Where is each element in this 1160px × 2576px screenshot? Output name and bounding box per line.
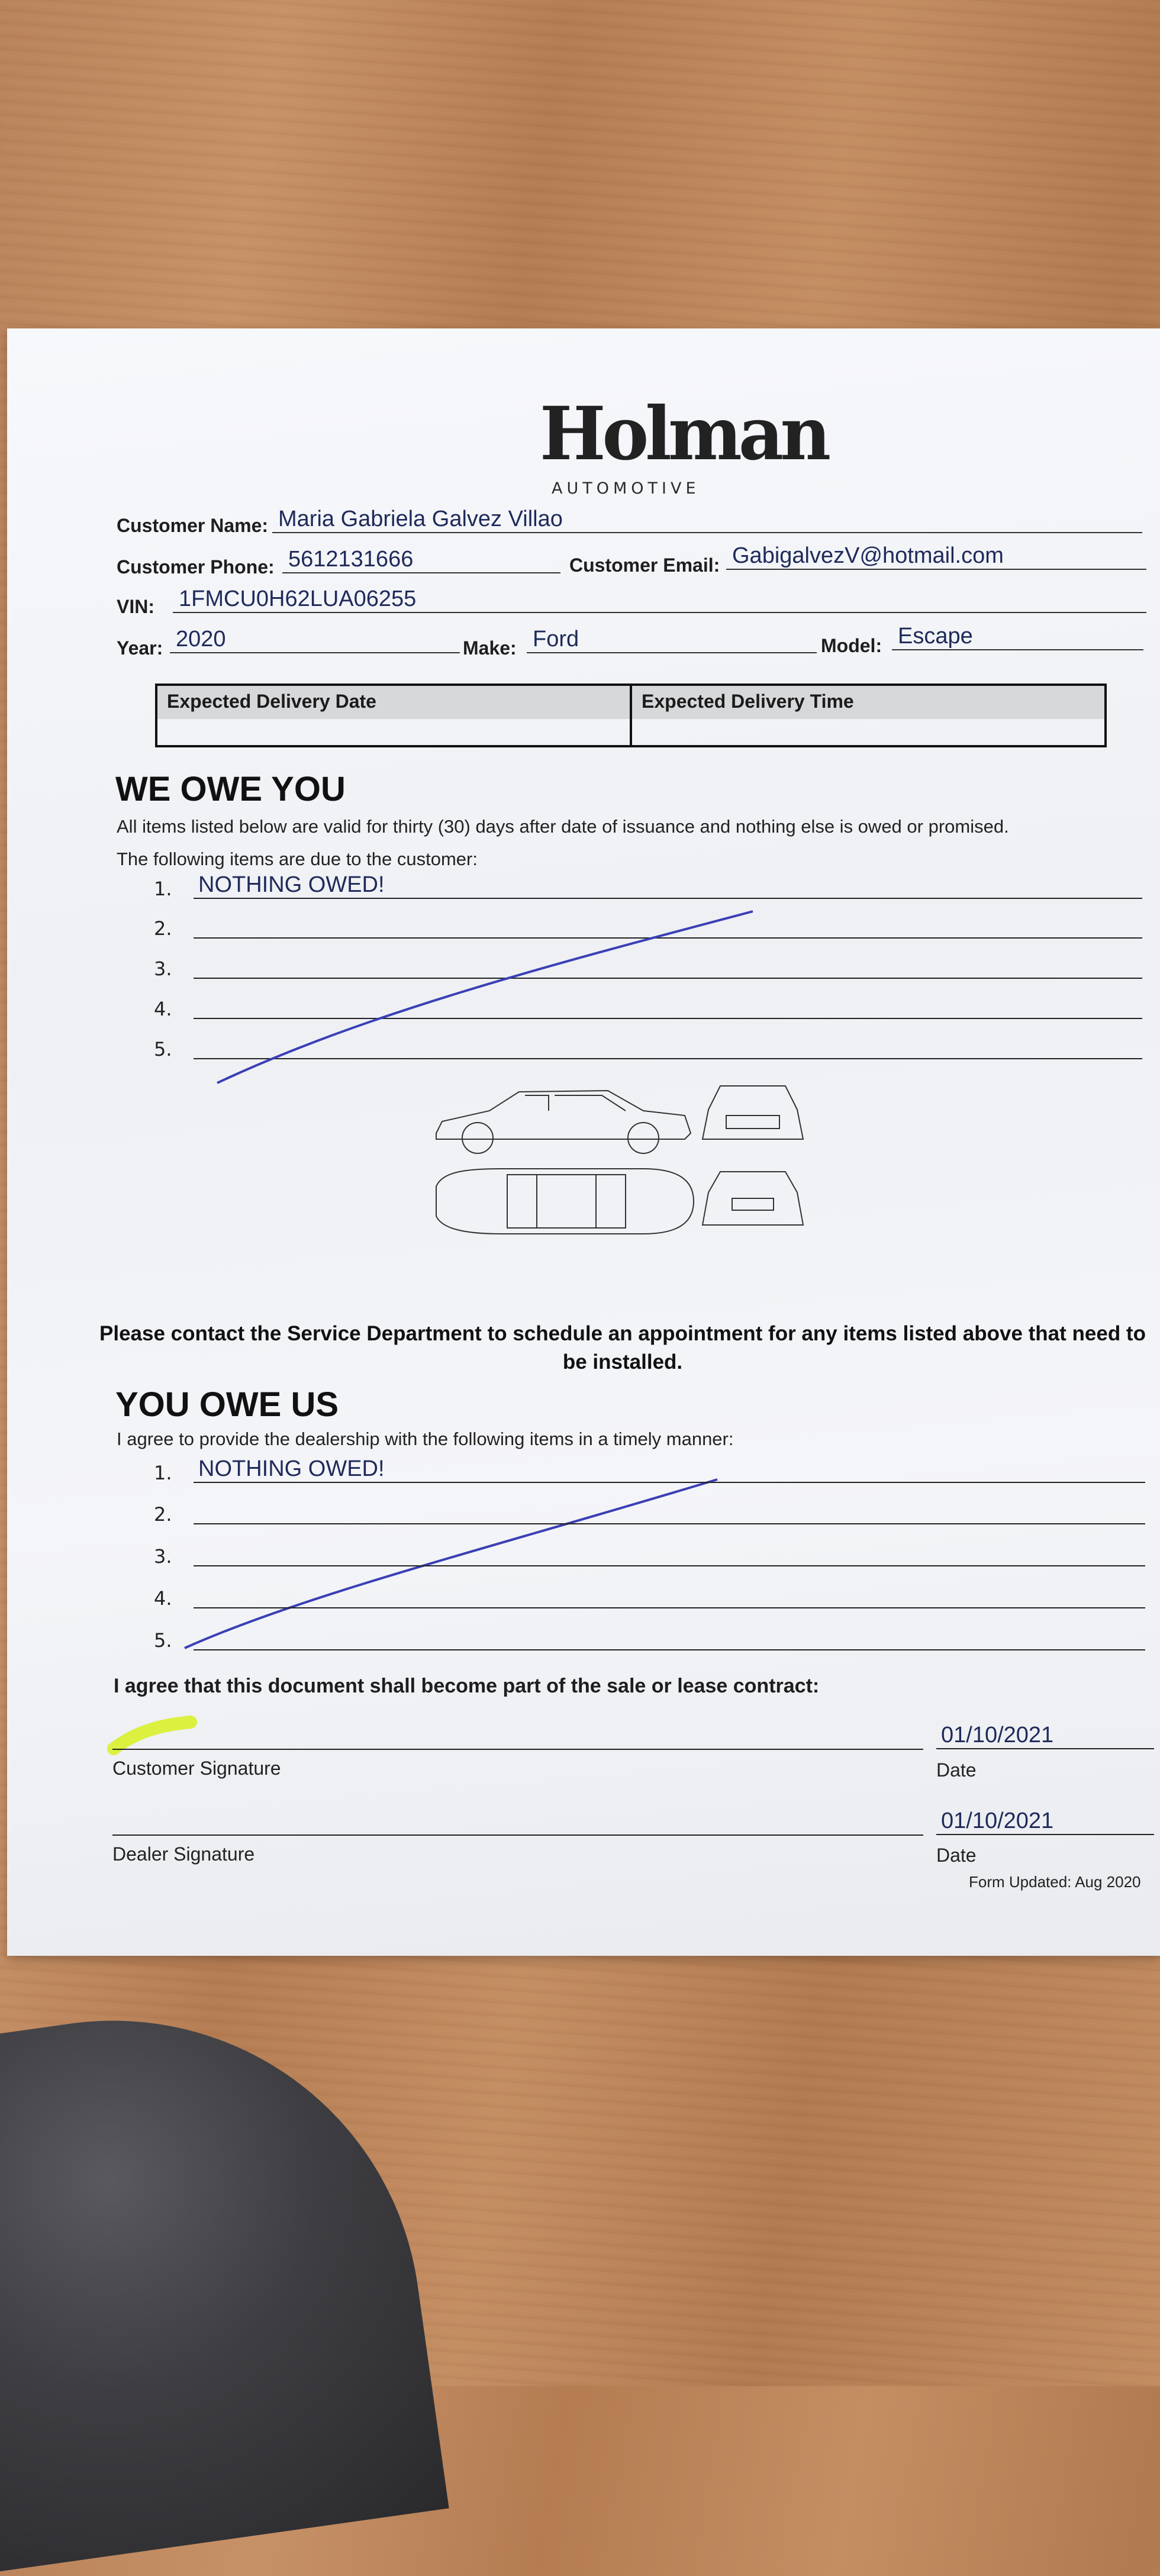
we-owe-item-1[interactable]: NOTHING OWED! — [194, 872, 1142, 899]
customer-date-label: Date — [936, 1759, 977, 1781]
we-owe-text-2: The following items are due to the customer: — [117, 849, 478, 869]
dealer-signature-line[interactable] — [112, 1835, 923, 1836]
holman-logo: Holman — [540, 390, 828, 477]
we-owe-text-1: All items listed below are valid for thirty (30) days after date of issuance and nothing else is owed or promised. — [117, 816, 1009, 837]
customer-email-label: Customer Email: — [569, 554, 720, 576]
you-owe-item-3[interactable] — [194, 1539, 1145, 1566]
dealer-date-field[interactable]: 01/10/2021 — [936, 1808, 1154, 1835]
highlighter-mark — [114, 1722, 191, 1749]
make-label: Make: — [463, 637, 517, 659]
customer-signature-line[interactable] — [112, 1749, 923, 1750]
we-owe-num-2: 2. — [154, 917, 172, 940]
you-owe-item-2[interactable] — [194, 1497, 1145, 1524]
make-field[interactable]: Ford — [527, 626, 817, 653]
delivery-date-header: Expected Delivery Date — [157, 686, 630, 719]
customer-phone-label: Customer Phone: — [117, 556, 275, 578]
we-owe-num-3: 3. — [154, 957, 172, 980]
you-owe-num-5: 5. — [154, 1629, 172, 1652]
form-paper — [7, 328, 1160, 1956]
you-owe-num-4: 4. — [154, 1587, 172, 1610]
customer-signature-label: Customer Signature — [112, 1758, 281, 1779]
you-owe-num-3: 3. — [154, 1545, 172, 1568]
you-owe-item-1[interactable]: NOTHING OWED! — [194, 1456, 1145, 1483]
customer-name-label: Customer Name: — [117, 515, 269, 536]
car-side-view — [436, 1091, 691, 1139]
year-label: Year: — [117, 637, 163, 659]
delivery-time-header: Expected Delivery Time — [632, 686, 1104, 719]
customer-phone-field[interactable]: 5612131666 — [282, 546, 560, 573]
car-front-view — [703, 1086, 803, 1139]
car-top-view — [436, 1169, 694, 1234]
customer-name-field[interactable]: Maria Gabriela Galvez Villao — [272, 506, 1142, 533]
year-field[interactable]: 2020 — [170, 626, 460, 653]
dealer-date-label: Date — [936, 1845, 977, 1866]
we-owe-heading: WE OWE YOU — [115, 770, 346, 808]
form-updated-footer: Form Updated: Aug 2020 — [969, 1873, 1141, 1891]
model-label: Model: — [821, 635, 882, 656]
model-field[interactable]: Escape — [892, 623, 1143, 650]
we-owe-strike — [217, 911, 753, 1083]
we-owe-num-1: 1. — [154, 878, 172, 900]
service-note: Please contact the Service Department to schedule an appointment for any items listed above that need to be installed. — [99, 1322, 1146, 1374]
vin-field[interactable]: 1FMCU0H62LUA06255 — [173, 586, 1146, 613]
you-owe-heading: YOU OWE US — [115, 1385, 339, 1424]
you-owe-text: I agree to provide the dealership with the following items in a timely manner: — [117, 1429, 734, 1449]
we-owe-num-5: 5. — [154, 1038, 172, 1060]
we-owe-num-4: 4. — [154, 998, 172, 1020]
logo-subtitle: AUTOMOTIVE — [552, 479, 700, 498]
you-owe-num-1: 1. — [154, 1462, 172, 1484]
vehicle-diagram — [430, 1074, 833, 1287]
agreement-text: I agree that this document shall become part of the sale or lease contract: — [114, 1675, 820, 1697]
customer-date-field[interactable]: 01/10/2021 — [936, 1722, 1154, 1749]
customer-email-field[interactable]: GabigalvezV@hotmail.com — [726, 543, 1146, 570]
you-owe-num-2: 2. — [154, 1503, 172, 1526]
vin-label: VIN: — [117, 596, 154, 617]
dealer-signature-label: Dealer Signature — [112, 1843, 255, 1865]
you-owe-item-4[interactable] — [194, 1581, 1145, 1608]
you-owe-item-5[interactable] — [194, 1623, 1145, 1650]
